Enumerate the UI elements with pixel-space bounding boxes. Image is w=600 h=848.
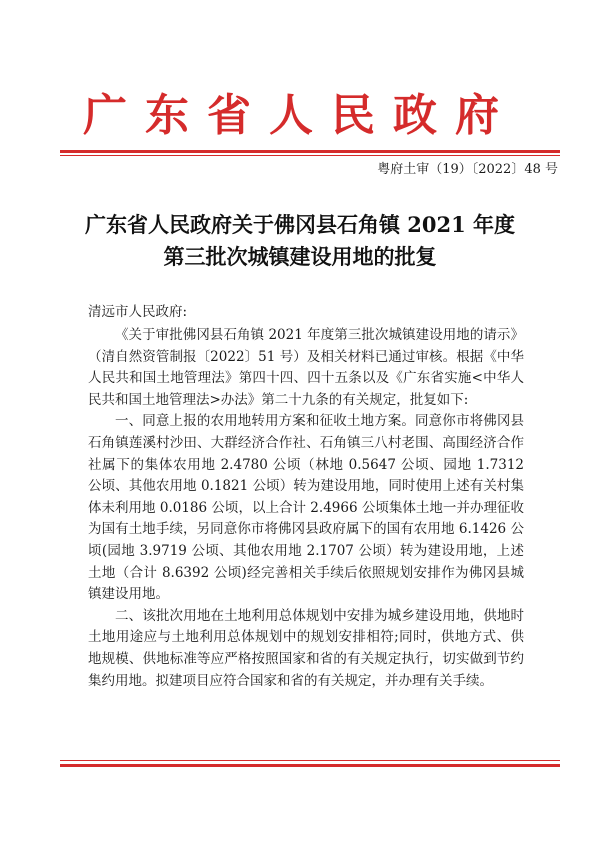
header-red-divider-thin <box>60 155 560 156</box>
document-title-line-2: 第三批次城镇建设用地的批复 <box>163 244 437 269</box>
document-number: 粤府土审（19）〔2022〕48 号 <box>377 162 558 177</box>
addressee: 清远市人民政府: <box>88 304 188 320</box>
body-paragraph-1: 《关于审批佛冈县石角镇 2021 年度第三批次城镇建设用地的请示》（清自然资管制报〔2022〕51 号）及相关材料已通过审核。根据《中华人民共和国土地管理法》第四十四、四十五条以及《广东省实施<中华人民共和国土地管理法>办法》第二十九条的有关规定，批复如下: <box>88 327 524 408</box>
document-title-line-1: 广东省人民政府关于佛冈县石角镇 2021 年度 <box>84 212 516 237</box>
footer-red-divider-thick <box>60 764 560 767</box>
body-paragraph-3: 二、该批次用地在土地利用总体规划中安排为城乡建设用地，供地时土地用途应与土地利用总体规划中的规划安排相符;同时，供地方式、供地规模、供地标准等应严格按照国家和省的有关规定执行，切实做到节约集约用地。拟建项目应符合国家和省的有关规定，并办理有关手续。 <box>88 607 524 689</box>
header-red-divider-thick <box>60 150 560 153</box>
body-paragraph-2: 一、同意上报的农用地转用方案和征收土地方案。同意你市将佛冈县石角镇莲溪村沙田、大群经济合作社、石角镇三八村老围、高围经济合作社属下的集体农用地 2.4780 公顷（林地 0.5647 公顷、园地 1.7312 公顷、其他农用地 0.1821 公顷）转为建设用地，同时使用上述有关村集体未利用地 0.0186 公顷，以上合计 2.4966 公顷集体土地一并办理征收为国有土地手续，另同意你市将佛冈县政府属下的国有农用地 6.1426 公顷(园地 3.9719 公顷、其他农用地 2.1707 公顷）转为建设用地，上述土地（合计 8.6392 公顷)经完善相关手续后依照规划安排作为佛冈县城镇建设用地。 <box>88 413 524 603</box>
document-body <box>88 325 524 692</box>
footer-red-divider-thin <box>60 760 560 761</box>
government-header-title: 广东省人民政府 <box>83 90 517 141</box>
